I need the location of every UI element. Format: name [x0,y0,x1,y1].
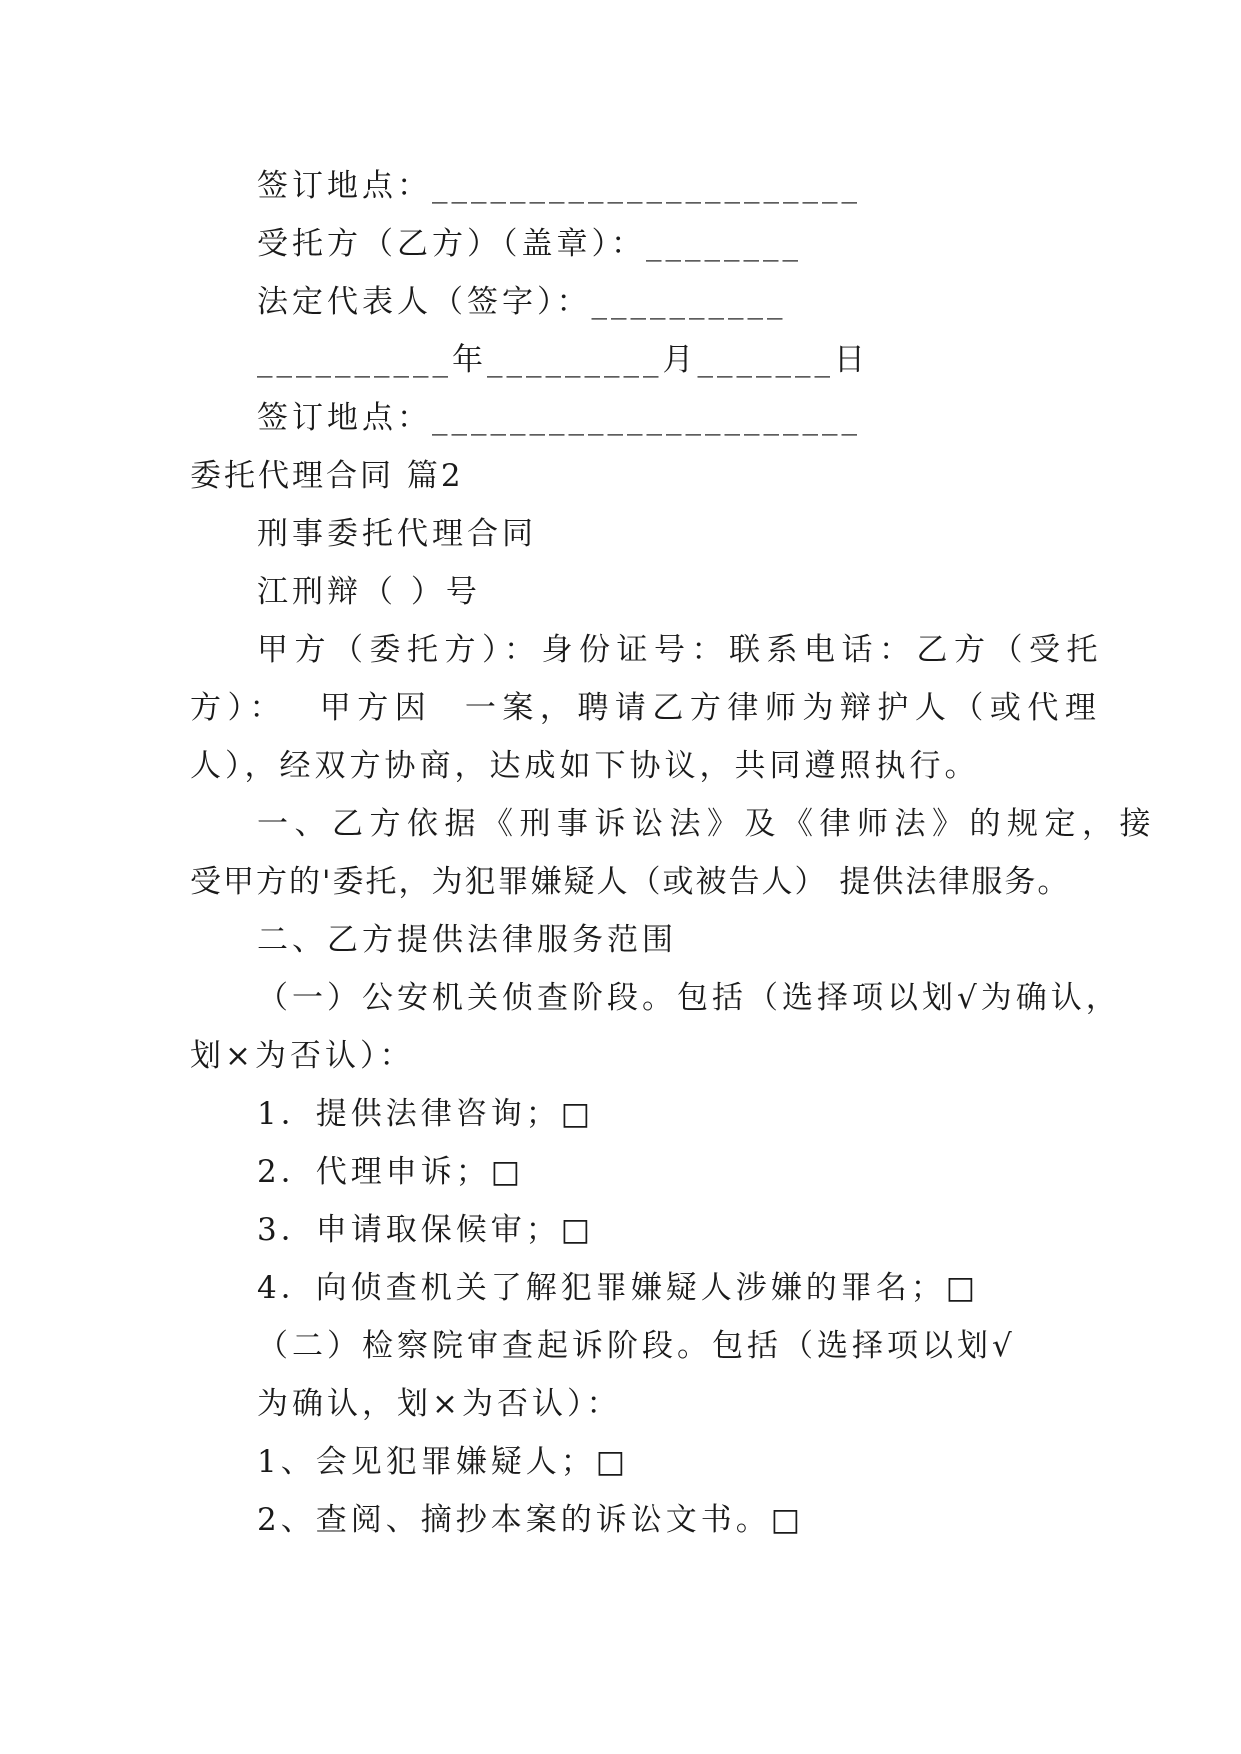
paragraph-line: 甲方（委托方）：身份证号：联系电话：乙方（受托 [257,632,1104,668]
signing-place-line-2: 签订地点：______________________ [257,400,861,436]
paragraph-line: 受甲方的'委托，为犯罪嫌疑人（或被告人） 提供法律服务。 [190,864,1071,900]
section-title: 委托代理合同 篇2 [190,458,464,494]
paragraph-line: 为确认，划×为否认）： [257,1386,622,1422]
checklist-item: 3．申请取保候审；□ [257,1212,595,1248]
signing-place-line: 签订地点：______________________ [257,168,861,204]
paragraph-line: 划×为否认）： [190,1038,415,1074]
paragraph-line: （一）公安机关侦查阶段。包括（选择项以划√为确认， [257,980,1121,1016]
checklist-item: 1．提供法律咨询；□ [257,1096,595,1132]
paragraph-line: 人），经双方协商，达成如下协议，共同遵照执行。 [190,748,980,784]
clause-heading: 二、乙方提供法律服务范围 [257,922,677,958]
paragraph-line: （二）检察院审查起诉阶段。包括（选择项以划√ [257,1328,1016,1364]
paragraph-line: 方）： 甲方因 一案，聘请乙方律师为辩护人（或代理 [190,690,1103,726]
contract-title: 刑事委托代理合同 [257,516,537,552]
checklist-item: 1、会见犯罪嫌疑人；□ [257,1444,630,1480]
checklist-item: 2、查阅、摘抄本案的诉讼文书。□ [257,1502,805,1538]
checklist-item: 4．向侦查机关了解犯罪嫌疑人涉嫌的罪名；□ [257,1270,980,1306]
contract-number: 江刑辩（ ）号 [257,574,481,610]
trustee-seal-line: 受托方（乙方）（盖章）：________ [257,226,802,262]
paragraph-line: 一、乙方依据《刑事诉讼法》及《律师法》的规定，接 [257,806,1157,842]
date-line: __________年_________月_______日 [257,342,869,378]
checklist-item: 2．代理申诉；□ [257,1154,525,1190]
legal-representative-line: 法定代表人（签字）：__________ [257,284,787,320]
